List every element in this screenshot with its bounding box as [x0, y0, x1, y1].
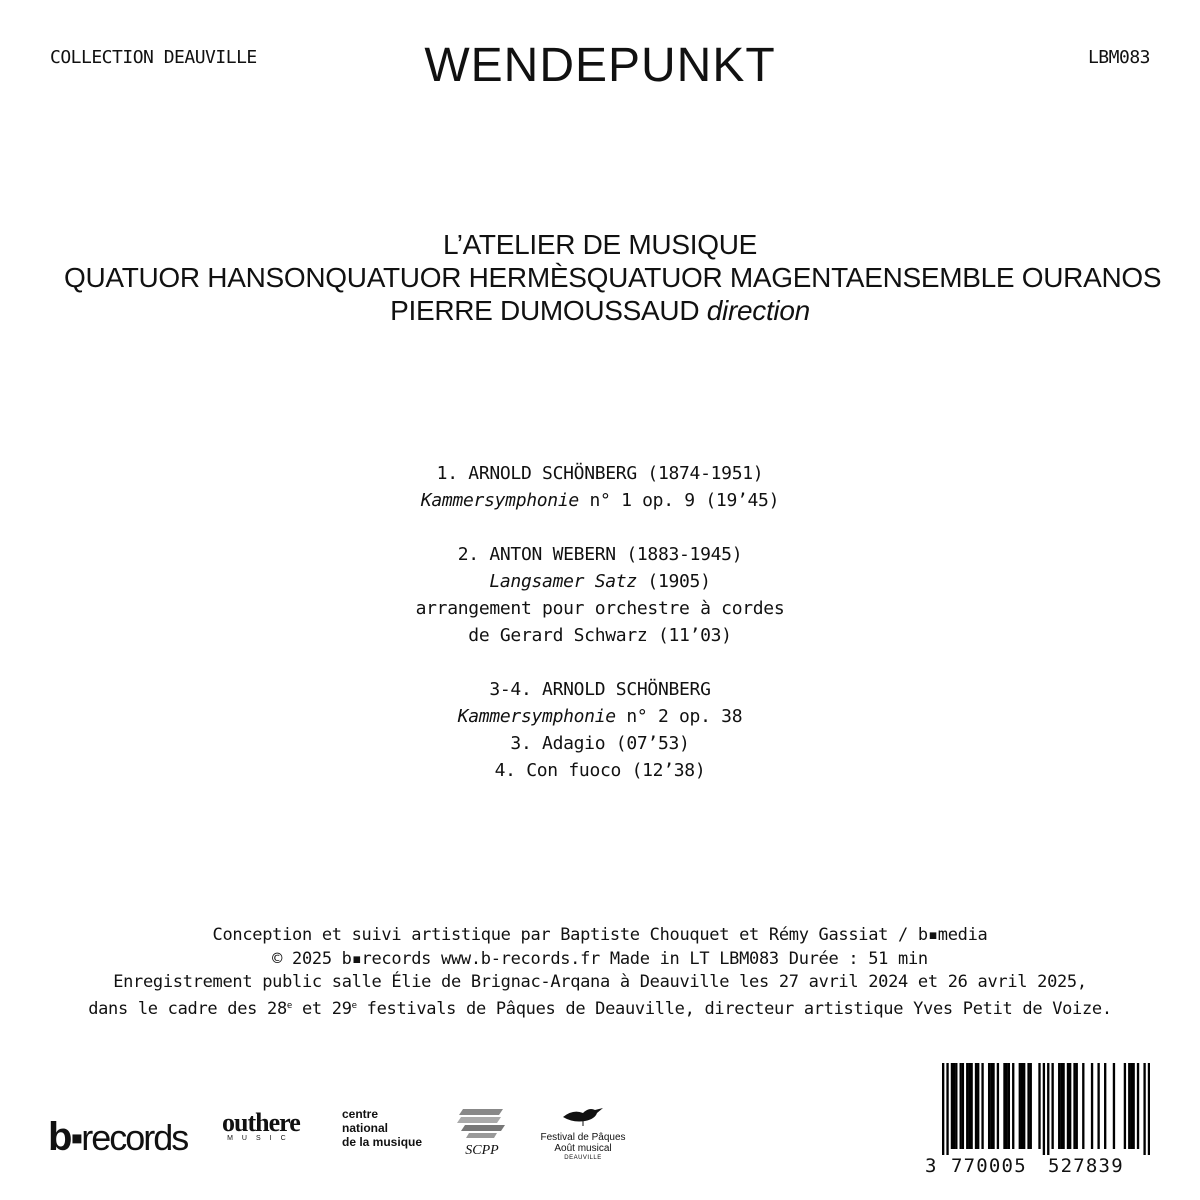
- barcode-bar: [962, 1063, 964, 1149]
- work-title-line: [0, 487, 1200, 514]
- barcode-bar: [1104, 1063, 1106, 1149]
- work-title-line: [0, 703, 1200, 730]
- program-work-3: [0, 676, 1200, 784]
- credits-line-1: Conception et suivi artistique par Baptiste Chouquet et Rémy Gassiat / b▪media: [212, 925, 988, 945]
- ordinal-sup: e: [351, 1000, 357, 1011]
- barcode-bar: [960, 1063, 962, 1149]
- barcode-bar: [1019, 1063, 1021, 1149]
- barcode-bar: [1047, 1063, 1049, 1155]
- barcode-bar: [1003, 1063, 1005, 1149]
- barcode-bar: [951, 1063, 953, 1149]
- barcode-bar: [1130, 1063, 1132, 1149]
- track-item: 3. Adagio (07’53): [510, 733, 690, 754]
- conductor-role: direction: [706, 295, 810, 326]
- barcode-bar: [977, 1063, 979, 1149]
- cnm-logo: [342, 1107, 422, 1149]
- barcode-bar: [955, 1063, 957, 1149]
- logo-wordmark: ▪records: [70, 1117, 188, 1158]
- barcode-bar: [1005, 1063, 1007, 1149]
- barcode-bar: [1137, 1063, 1139, 1149]
- ensemble-hanson: QUATUOR HANSON: [64, 262, 326, 293]
- ensemble-magenta: QUATUOR MAGENTA: [586, 262, 865, 293]
- barcode-digit-first: 3: [925, 1155, 937, 1177]
- festival-logo: [528, 1103, 638, 1162]
- barcode-bar: [1021, 1063, 1023, 1149]
- work-heading: 2. ANTON WEBERN (1883-1945): [457, 544, 743, 565]
- work-detail: (1905): [636, 571, 711, 592]
- logo-line: DEAUVILLE: [564, 1155, 602, 1161]
- logo-line: Festival de Pâques: [540, 1132, 626, 1143]
- barcode-bar: [990, 1063, 992, 1149]
- barcode-bar: [1113, 1063, 1115, 1149]
- credits-block: [0, 924, 1200, 1021]
- scpp-mark-icon: [457, 1105, 507, 1139]
- logo-letter: b: [48, 1115, 71, 1159]
- barcode-bar: [1067, 1063, 1069, 1149]
- barcode-bar: [1091, 1063, 1093, 1149]
- main-ensemble: L’ATELIER DE MUSIQUE: [442, 229, 757, 260]
- catalog-number: LBM083: [1087, 47, 1150, 68]
- barcode-bar: [1132, 1063, 1134, 1149]
- program-work-2: [0, 541, 1200, 649]
- barcode-bar: [1097, 1063, 1099, 1149]
- work-title-line: [0, 568, 1200, 595]
- ensemble-ouranos: ENSEMBLE OURANOS: [864, 262, 1162, 293]
- barcode-bar: [1124, 1063, 1126, 1149]
- barcode-bar: [968, 1063, 970, 1149]
- barcode-bar: [1062, 1063, 1064, 1149]
- work-heading: 3-4. ARNOLD SCHÖNBERG: [489, 679, 711, 700]
- bird-icon: [561, 1103, 605, 1127]
- barcode-bar: [1043, 1063, 1045, 1155]
- scpp-logo: [452, 1105, 512, 1159]
- work-title: Kammersymphonie: [420, 490, 579, 511]
- barcode-bar: [992, 1063, 994, 1149]
- barcode-bar: [1060, 1063, 1062, 1149]
- barcode-bar: [975, 1063, 977, 1149]
- barcode-bar: [988, 1063, 990, 1149]
- barcode-bar: [1128, 1063, 1130, 1149]
- credits-text: et 29: [292, 998, 352, 1019]
- barcode-bar: [1012, 1063, 1014, 1149]
- barcode-digits-left: 770005: [951, 1155, 1027, 1177]
- work-detail: n° 1 op. 9 (19’45): [578, 490, 780, 511]
- outhere-music-logo: [222, 1108, 300, 1142]
- ensemble-hermes: QUATUOR HERMÈS: [325, 262, 587, 293]
- logo-line: Août musical: [554, 1143, 612, 1154]
- conductor-line: [0, 294, 1200, 327]
- barcode-bar: [1069, 1063, 1071, 1149]
- barcode-bar: [1082, 1063, 1084, 1149]
- performers-block: [0, 228, 1200, 327]
- barcode-bar: [946, 1063, 948, 1155]
- barcode-bar: [1030, 1063, 1032, 1149]
- collection-name: COLLECTION DEAUVILLE: [50, 47, 257, 68]
- logo-wordmark: outhere: [222, 1108, 300, 1137]
- logo-wordmark: SCPP: [465, 1143, 499, 1158]
- work-title: Kammersymphonie: [457, 706, 616, 727]
- barcode-bar: [1008, 1063, 1010, 1149]
- barcode-bar: [1143, 1063, 1145, 1155]
- work-detail: n° 2 op. 38: [615, 706, 743, 727]
- barcode-bar: [981, 1063, 983, 1149]
- barcode-bar: [1038, 1063, 1040, 1149]
- track-program: [0, 460, 1200, 811]
- work-heading: 1. ARNOLD SCHÖNBERG (1874-1951): [436, 463, 764, 484]
- barcode-bar: [1073, 1063, 1075, 1149]
- ean-barcode: [925, 1063, 1151, 1185]
- conductor-name: PIERRE DUMOUSSAUD: [390, 295, 700, 326]
- barcode-bars: [942, 1063, 1150, 1155]
- ordinal-sup: e: [286, 1000, 293, 1011]
- work-title: Langsamer Satz: [489, 571, 637, 592]
- credits-text: festivals de Pâques de Deauville, directeur artistique Yves Petit de Voize.: [356, 998, 1112, 1019]
- album-title: WENDEPUNKT: [424, 39, 776, 92]
- credits-line-2: © 2025 b▪records www.b-records.fr Made in LT LBM083 Durée : 51 min: [272, 948, 928, 969]
- logo-line: de la musique: [342, 1135, 423, 1149]
- ensembles-row: [0, 261, 1200, 294]
- barcode-bar: [942, 1063, 944, 1155]
- track-item: 4. Con fuoco (12’38): [494, 760, 706, 781]
- logo-subtitle: MUSIC: [227, 1135, 295, 1142]
- credits-line-4: [0, 995, 1200, 1022]
- barcode-digits-right: 527839: [1048, 1155, 1124, 1177]
- work-note: de Gerard Schwarz (11’03): [468, 625, 732, 646]
- partner-logos: [40, 1095, 660, 1175]
- barcode-bar: [1027, 1063, 1029, 1149]
- barcode-bar: [1076, 1063, 1078, 1149]
- barcode-bar: [1148, 1063, 1150, 1155]
- credits-text: dans le cadre des 28: [88, 998, 287, 1019]
- credits-line-3: Enregistrement public salle Élie de Brignac-Arqana à Deauville les 27 avril 2024 et 26 avril 2025,: [113, 972, 1087, 992]
- barcode-bar: [970, 1063, 972, 1149]
- barcode-bar: [997, 1063, 999, 1149]
- work-note: arrangement pour orchestre à cordes: [415, 598, 785, 619]
- barcode-bar: [966, 1063, 968, 1149]
- brecords-logo: [48, 1115, 187, 1160]
- barcode-bar: [953, 1063, 955, 1149]
- logo-line: national: [342, 1121, 389, 1135]
- barcode-bar: [1051, 1063, 1053, 1149]
- barcode-bar: [1058, 1063, 1060, 1149]
- program-work-1: [0, 460, 1200, 514]
- barcode-bar: [1023, 1063, 1025, 1149]
- logo-line: centre: [342, 1107, 379, 1121]
